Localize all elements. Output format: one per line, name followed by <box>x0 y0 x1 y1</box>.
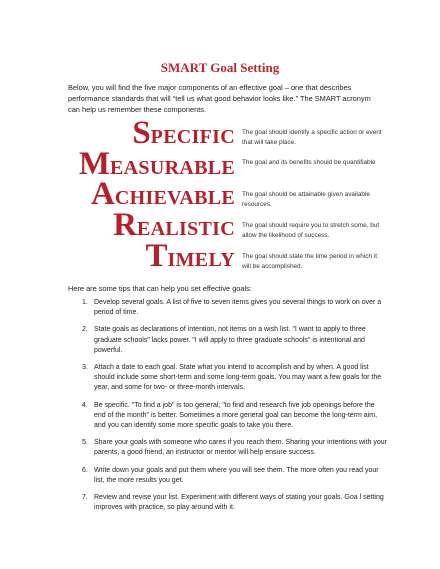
tips-intro: Here are some tips that can help you set effective goals: <box>68 284 252 293</box>
smart-desc-realistic: The goal should require you to stretch some, but allow the likelihood of success. <box>242 222 380 239</box>
smart-initial: A <box>91 176 115 212</box>
smart-word-rest: EASURABLE <box>110 157 235 179</box>
tip-number: 2. <box>82 326 88 334</box>
smart-word-rest: CHIEVABLE <box>114 187 235 209</box>
tip-item <box>68 401 388 432</box>
smart-initial: S <box>132 115 151 151</box>
smart-desc-measurable: The goal and its benefits should be quantifiable <box>242 159 376 166</box>
smart-word-specific <box>132 117 235 150</box>
tip-item <box>68 438 388 458</box>
tips-list <box>68 298 388 520</box>
tip-number: 5. <box>82 439 88 447</box>
tip-number: 7. <box>82 494 88 502</box>
page-title: SMART Goal Setting <box>160 60 280 75</box>
tip-text: Share your goals with someone who cares if you reach them. Sharing your intentions with your parents, a good friend, an instructor or mentor will help ensure success. <box>94 439 387 457</box>
tip-number: 1. <box>82 299 88 306</box>
tip-text: Develop several goals. A list of five to seven items gives you several things to work on over a period of time. <box>94 299 382 317</box>
tip-item <box>68 493 388 513</box>
tip-item <box>68 325 388 356</box>
tip-text: Be specific. "To find a job" is too general; "to find and research five job openings before the end of the month" is better. Sometimes a more general goal can become the long-term aim, and you can identify some more specific goals to take you there. <box>94 401 378 430</box>
tip-number: 6. <box>82 466 88 474</box>
smart-row-timely <box>0 238 440 277</box>
smart-word-rest: IMELY <box>167 249 235 271</box>
tip-text: Review and revise your list. Experiment with different ways of stating your goals. Goa l setting improves with practice, so play around with it. <box>94 494 384 512</box>
smart-initial: M <box>78 146 111 182</box>
tip-number: 3. <box>82 364 88 372</box>
tip-text: State goals as declarations of intention, not items on a wish list. "I want to apply to three graduate schools" lacks power. "I will apply to three graduate schools" is intentional and powerful. <box>94 326 366 354</box>
tip-text: Write down your goals and put them where you will see them. The more often you read your list, the more results you get. <box>94 466 379 484</box>
smart-initial: R <box>113 207 137 243</box>
tip-item <box>68 466 388 486</box>
smart-desc-specific: The goal should identify a specific action or event that will take place. <box>242 129 382 146</box>
smart-word-rest: EALISTIC <box>137 218 235 240</box>
intro-paragraph: Below, you will find the five major components of an effective goal – one that describes performance standards that will “tell us what good behavior looks like.” The SMART acronym can help us remember these components. <box>68 83 371 114</box>
smart-initial: T <box>145 238 168 274</box>
smart-word-rest: PECIFIC <box>150 126 235 148</box>
tip-item <box>68 298 388 318</box>
smart-desc-timely: The goal should state the time period in which it will be accomplished. <box>242 253 377 270</box>
smart-word-realistic <box>113 209 235 242</box>
smart-desc-achievable: The goal should be attainable given available resources. <box>242 191 370 208</box>
smart-word-timely <box>146 240 235 273</box>
tip-item <box>68 363 388 394</box>
tip-number: 4. <box>82 401 88 409</box>
tip-text: Attach a date to each goal. State what you intend to accomplish and by when. A good list should include some short-term and some long-term goals. You may want a few goals for the year, and some for two- or three-month intervals. <box>94 364 382 392</box>
